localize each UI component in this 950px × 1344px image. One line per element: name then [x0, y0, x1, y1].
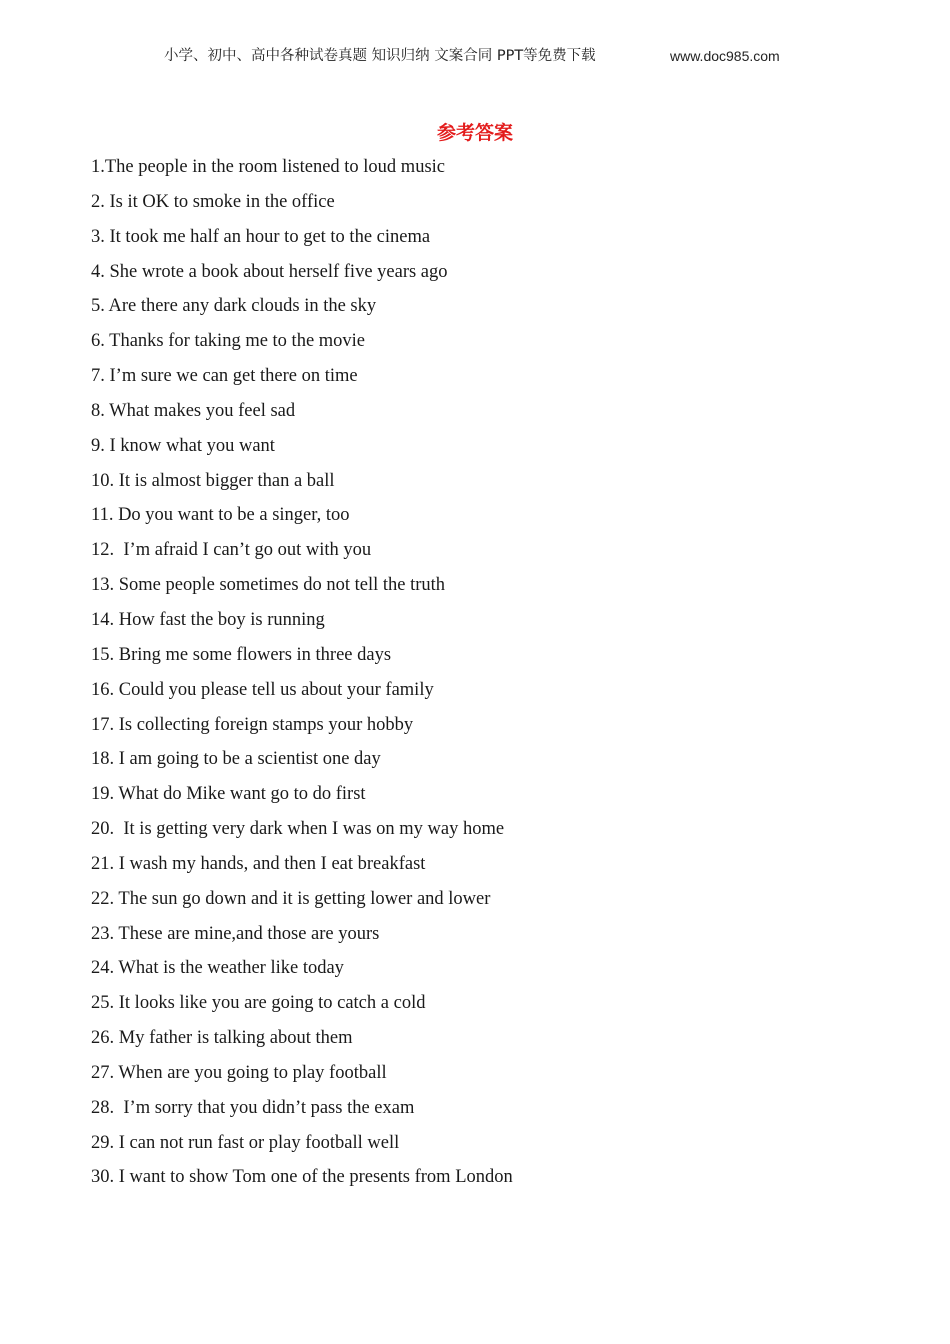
answer-list	[91, 150, 513, 1195]
answer-item-22: 22. The sun go down and it is getting lower and lower	[91, 888, 491, 909]
page-header	[0, 44, 950, 68]
answer-item-23: 23. These are mine,and those are yours	[91, 923, 380, 944]
answer-item-27: 27. When are you going to play football	[91, 1062, 387, 1083]
answer-item-17: 17. Is collecting foreign stamps your hobby	[91, 714, 414, 735]
answer-item-12: 12. I’m afraid I can’t go out with you	[91, 540, 372, 561]
answer-item-4: 4. She wrote a book about herself five years ago	[91, 261, 448, 282]
answer-item-28: 28. I’m sorry that you didn’t pass the exam	[91, 1097, 415, 1118]
answer-item-25: 25. It looks like you are going to catch a cold	[91, 993, 426, 1014]
answer-item-1: 1.The people in the room listened to loud music	[91, 157, 446, 177]
answer-item-3: 3. It took me half an hour to get to the cinema	[91, 226, 431, 247]
answer-item-18: 18. I am going to be a scientist one day	[91, 749, 381, 770]
answer-item-10: 10. It is almost bigger than a ball	[91, 470, 335, 491]
answer-item-13: 13. Some people sometimes do not tell the truth	[91, 575, 446, 596]
page-title: 参考答案	[436, 122, 513, 144]
header-text: 小学、初中、高中各种试卷真题 知识归纳 文案合同 PPT等免费下载	[164, 48, 596, 64]
answer-item-16: 16. Could you please tell us about your family	[91, 679, 434, 700]
answer-item-20: 20. It is getting very dark when I was on my way home	[91, 819, 505, 840]
answer-item-24: 24. What is the weather like today	[91, 958, 344, 979]
answer-item-2: 2. Is it OK to smoke in the office	[91, 191, 335, 212]
answer-item-7: 7. I’m sure we can get there on time	[91, 366, 358, 387]
answer-item-21: 21. I wash my hands, and then I eat breakfast	[91, 853, 426, 874]
answer-item-11: 11. Do you want to be a singer, too	[91, 505, 350, 526]
answer-item-8: 8. What makes you feel sad	[91, 400, 296, 421]
header-url[interactable]: www.doc985.com	[670, 48, 780, 64]
answer-item-30: 30. I want to show Tom one of the presents from London	[91, 1167, 513, 1188]
answer-item-19: 19. What do Mike want go to do first	[91, 784, 366, 805]
answer-item-29: 29. I can not run fast or play football well	[91, 1132, 400, 1153]
answer-item-6: 6. Thanks for taking me to the movie	[91, 331, 366, 352]
answer-item-5: 5. Are there any dark clouds in the sky	[91, 296, 377, 317]
answer-item-9: 9. I know what you want	[91, 435, 275, 456]
answer-item-14: 14. How fast the boy is running	[91, 609, 325, 630]
answer-item-26: 26. My father is talking about them	[91, 1028, 353, 1049]
answer-item-15: 15. Bring me some flowers in three days	[91, 644, 392, 665]
